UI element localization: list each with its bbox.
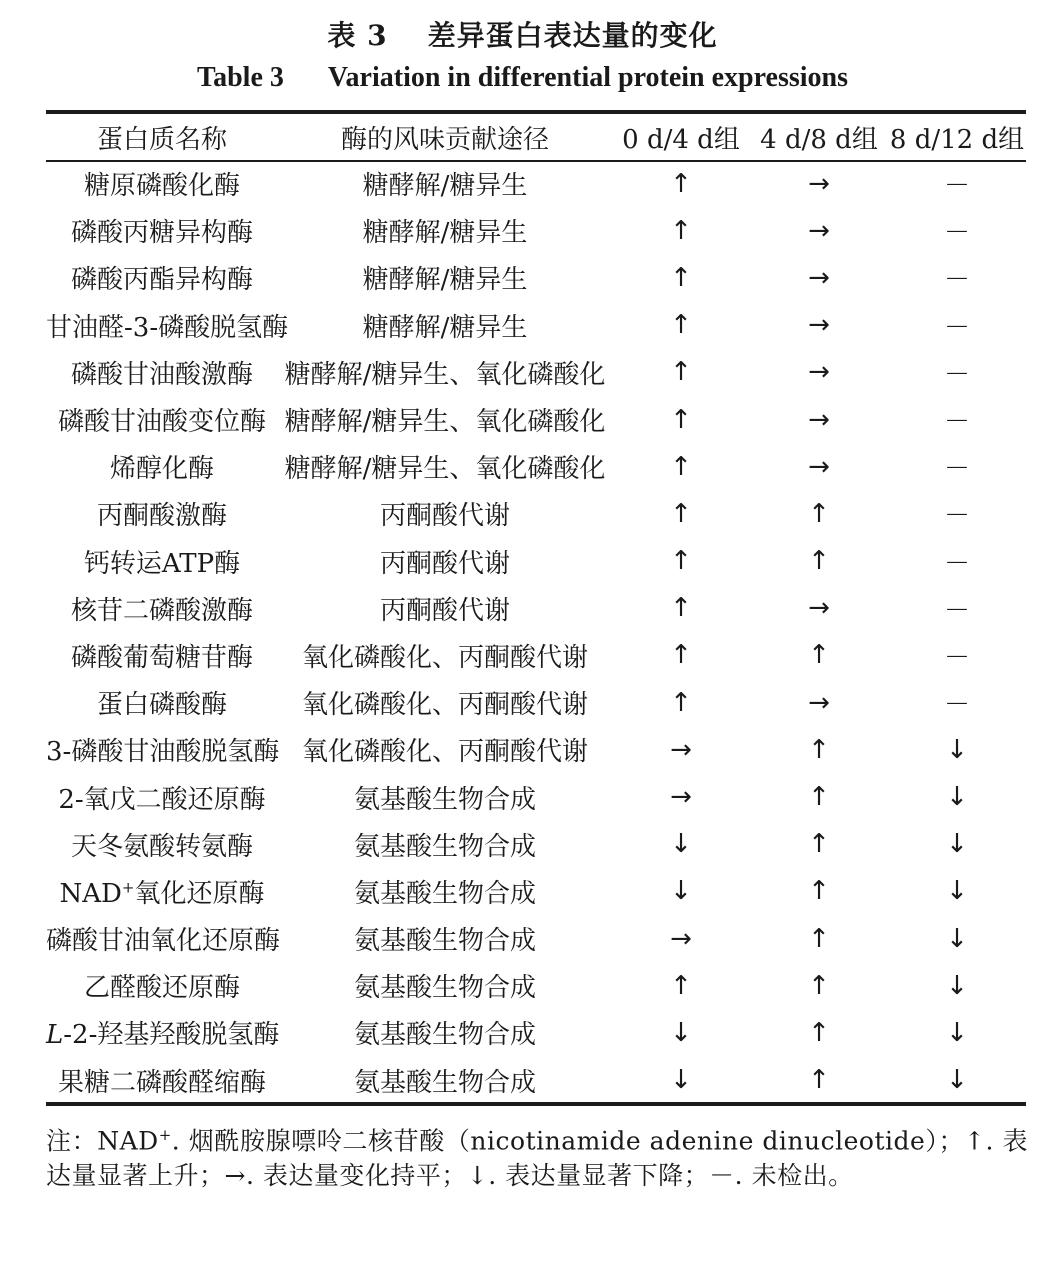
trend-0-4-cell: ↑ [670,168,692,199]
trend-0-4-cell: ↓ [670,1065,692,1096]
trend-4-8-cell: → [808,404,830,435]
trend-0-4-cell: ↑ [670,687,692,718]
trend-8-12-cell: － [943,359,970,390]
table-footnote [46,1118,1028,1193]
trend-4-8-cell: ↑ [808,498,830,529]
trend-4-8-cell: → [808,687,830,718]
table-row [46,349,1026,396]
table-row [46,585,1026,632]
pathway-cell: 氨基酸生物合成 [353,973,536,1004]
table-row [46,443,1026,490]
table-row [46,254,1026,301]
table-title-en [0,62,1045,94]
protein-expression-table [46,114,1026,1104]
trend-8-12-cell: ↓ [946,876,968,907]
pathway-cell: 糖酵解/糖异生、氧化磷酸化 [284,359,606,390]
trend-4-8-cell: → [808,262,830,293]
header-group-0-4: 0 d/4 d组 [622,124,740,155]
trend-4-8-cell: → [808,593,830,624]
footnote-superscript: + [158,1126,172,1144]
trend-0-4-cell: → [670,923,692,954]
trend-8-12-cell: ↓ [946,923,968,954]
pathway-cell: 氧化磷酸化、丙酮酸代谢 [301,642,588,673]
table-row [46,821,1026,868]
trend-0-4-cell: ↑ [670,310,692,341]
table-row [46,302,1026,349]
trend-4-8-cell: → [808,168,830,199]
pathway-cell: 氧化磷酸化、丙酮酸代谢 [301,737,588,768]
protein-name-italic: L [46,1020,64,1051]
table-row [46,773,1026,820]
trend-8-12-cell: ↓ [946,1017,968,1048]
protein-name-cell: 2-氧戊二酸还原酶 [58,784,266,815]
trend-8-12-cell: － [943,690,970,721]
trend-0-4-cell: ↓ [670,876,692,907]
table-row [46,726,1026,773]
trend-8-12-cell: － [943,642,970,673]
trend-4-8-cell: ↑ [808,782,830,813]
trend-4-8-cell: ↑ [808,1017,830,1048]
protein-name-cell [46,868,278,915]
pathway-cell: 丙酮酸代谢 [379,501,510,532]
trend-0-4-cell: ↑ [670,451,692,482]
trend-8-12-cell: － [943,312,970,343]
pathway-cell: 糖酵解/糖异生 [362,312,528,343]
trend-0-4-cell: ↑ [670,546,692,577]
trend-0-4-cell: ↓ [670,1017,692,1048]
table-row [46,1009,1026,1056]
pathway-cell: 糖酵解/糖异生 [362,218,528,249]
trend-0-4-cell: ↑ [670,404,692,435]
trend-4-8-cell: ↑ [808,829,830,860]
table-title-cn [0,14,1045,54]
table-row [46,538,1026,585]
protein-name-cell: 钙转运ATP酶 [83,548,241,579]
trend-0-4-cell: ↑ [670,215,692,246]
trend-4-8-cell: ↑ [808,1065,830,1096]
header-protein-name: 蛋白质名称 [96,124,227,155]
pathway-cell: 氨基酸生物合成 [353,926,536,957]
pathway-cell: 糖酵解/糖异生 [362,265,528,296]
pathway-cell: 糖酵解/糖异生、氧化磷酸化 [284,407,606,438]
protein-name-cell: 核苷二磷酸激酶 [70,595,253,626]
protein-name-superscript: + [121,878,135,897]
protein-name-suffix: -2-羟基羟酸脱氢酶 [63,1020,280,1051]
trend-4-8-cell: → [808,215,830,246]
trend-0-4-cell: → [670,734,692,765]
header-group-4-8: 4 d/8 d组 [760,124,878,155]
trend-4-8-cell: → [808,357,830,388]
table-row [46,1057,1026,1104]
table-row [46,490,1026,537]
header-pathway: 酶的风味贡献途径 [340,124,549,155]
table-row [46,868,1026,915]
trend-8-12-cell: ↓ [946,734,968,765]
pathway-cell: 氧化磷酸化、丙酮酸代谢 [301,690,588,721]
protein-name-cell: 磷酸甘油氧化还原酶 [46,926,281,957]
table-row [46,679,1026,726]
trend-0-4-cell: ↑ [670,640,692,671]
trend-8-12-cell: － [943,171,970,202]
protein-name-cell: 果糖二磷酸醛缩酶 [57,1067,266,1098]
trend-8-12-cell: － [943,595,970,626]
trend-4-8-cell: ↑ [808,923,830,954]
trend-0-4-cell: ↓ [670,829,692,860]
trend-8-12-cell: ↓ [946,1065,968,1096]
table-row [46,160,1026,207]
header-group-8-12: 8 d/12 d组 [889,124,1025,155]
trend-0-4-cell: ↑ [670,262,692,293]
trend-8-12-cell: ↓ [946,782,968,813]
trend-0-4-cell: ↑ [670,498,692,529]
table-row [46,915,1026,962]
protein-name-cell: 蛋白磷酸酶 [96,690,227,721]
protein-name-cell: 磷酸葡萄糖苷酶 [70,642,253,673]
trend-4-8-cell: → [808,451,830,482]
pathway-cell: 丙酮酸代谢 [379,595,510,626]
table-row [46,207,1026,254]
trend-0-4-cell: ↑ [670,970,692,1001]
protein-name-cell: 磷酸甘油酸激酶 [70,359,253,390]
footnote-prefix: 注：NAD [46,1126,159,1156]
table-row [46,632,1026,679]
table-row [46,396,1026,443]
footnote-text: . 烟酰胺腺嘌呤二核苷酸（nicotinamide adenine dinucleotide）；↑. 表达量显著上升；→. 表达量变化持平；↓. 表达量显著下降；－. 未检出。 [46,1126,1028,1191]
pathway-cell: 丙酮酸代谢 [379,548,510,579]
pathway-cell: 氨基酸生物合成 [353,878,536,909]
pathway-cell: 糖酵解/糖异生 [362,171,528,202]
protein-name-suffix: 氧化还原酶 [134,878,265,909]
trend-8-12-cell: － [943,454,970,485]
table-body [46,160,1026,1104]
protein-name-cell: 磷酸丙酯异构酶 [70,265,253,296]
protein-name-prefix: NAD [59,878,122,909]
protein-name-cell: 糖原磷酸化酶 [83,171,240,202]
table-row [46,962,1026,1009]
trend-8-12-cell: － [943,218,970,249]
trend-4-8-cell: ↑ [808,546,830,577]
table-caption-en: Variation in differential protein expressions [327,62,848,93]
trend-8-12-cell: － [943,548,970,579]
trend-0-4-cell: ↑ [670,593,692,624]
protein-name-cell: 天冬氨酸转氨酶 [70,831,253,862]
trend-8-12-cell: － [943,265,970,296]
pathway-cell: 氨基酸生物合成 [353,1067,536,1098]
table-label-cn: 表 3 [327,19,388,52]
table-header-row [46,114,1026,160]
trend-4-8-cell: → [808,310,830,341]
protein-name-cell: 丙酮酸激酶 [96,501,227,532]
pathway-cell: 氨基酸生物合成 [353,1020,536,1051]
trend-0-4-cell: → [670,782,692,813]
protein-name-cell: 磷酸丙糖异构酶 [70,218,253,249]
trend-8-12-cell: － [943,501,970,532]
trend-4-8-cell: ↑ [808,970,830,1001]
pathway-cell: 氨基酸生物合成 [353,831,536,862]
pathway-cell: 氨基酸生物合成 [353,784,536,815]
protein-name-cell: 甘油醛-3-磷酸脱氢酶 [46,312,289,343]
trend-8-12-cell: ↓ [946,970,968,1001]
protein-name-cell: 烯醇化酶 [109,454,214,485]
table-label-en: Table 3 [197,62,284,93]
protein-name-cell: 磷酸甘油酸变位酶 [57,407,266,438]
trend-8-12-cell: ↓ [946,829,968,860]
trend-8-12-cell: － [943,407,970,438]
protein-name-cell: 乙醛酸还原酶 [83,973,240,1004]
protein-name-cell: 3-磷酸甘油酸脱氢酶 [46,737,280,768]
trend-4-8-cell: ↑ [808,734,830,765]
table-caption-cn: 差异蛋白表达量的变化 [427,19,718,52]
trend-0-4-cell: ↑ [670,357,692,388]
pathway-cell: 糖酵解/糖异生、氧化磷酸化 [284,454,606,485]
trend-4-8-cell: ↑ [808,876,830,907]
protein-name-cell [46,1009,278,1056]
trend-4-8-cell: ↑ [808,640,830,671]
